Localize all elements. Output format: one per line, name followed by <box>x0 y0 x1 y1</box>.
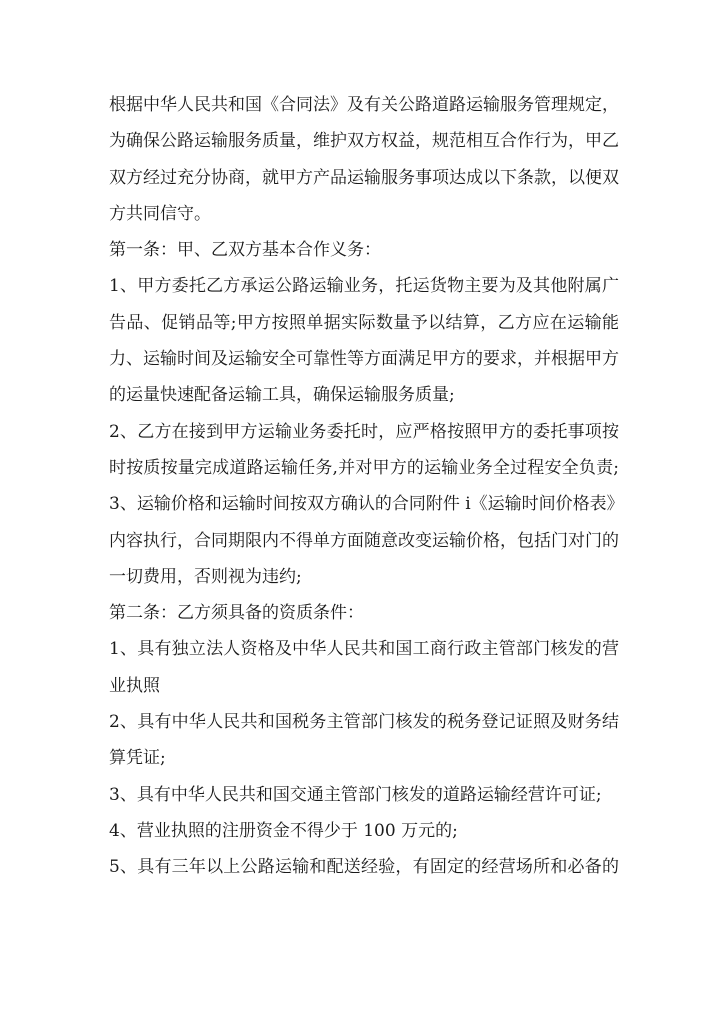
text-line-6: 1、甲方委托乙方承运公路运输业务，托运货物主要为及其他附属广 <box>109 276 619 297</box>
article-1-heading: 第一条：甲、乙双方基本合作义务： <box>109 240 381 261</box>
text-line-10: 2、乙方在接到甲方运输业务委托时，应严格按照甲方的委托事项按 <box>109 421 619 442</box>
text-line-18: 2、具有中华人民共和国税务主管部门核发的税务登记证照及财务结 <box>109 712 619 733</box>
text-line-20: 3、具有中华人民共和国交通主管部门核发的道路运输经营许可证; <box>109 784 602 805</box>
text-line-8: 力、运输时间及运输安全可靠性等方面满足甲方的要求，并根据甲方 <box>109 349 619 370</box>
text-line-2: 为确保公路运输服务质量，维护双方权益，规范相互合作行为，甲乙 <box>109 131 619 152</box>
text-line-16: 1、具有独立法人资格及中华人民共和国工商行政主管部门核发的营 <box>109 639 619 660</box>
text-line-17: 业执照 <box>109 675 160 696</box>
text-line-12: 3、运输价格和运输时间按双方确认的合同附件 i《运输时间价格表》 <box>109 494 624 515</box>
text-line-11: 时按质按量完成道路运输任务,并对甲方的运输业务全过程安全负责; <box>109 457 619 478</box>
text-line-9: 的运量快速配备运输工具，确保运输服务质量; <box>109 385 455 406</box>
text-line-1: 根据中华人民共和国《合同法》及有关公路道路运输服务管理规定， <box>109 95 619 115</box>
text-line-22: 5、具有三年以上公路运输和配送经验，有固定的经营场所和必备的 <box>109 857 619 878</box>
text-line-14: 一切费用，否则视为违约; <box>109 566 302 587</box>
text-line-21: 4、营业执照的注册资金不得少于 100 万元的; <box>109 820 458 841</box>
text-line-13: 内容执行，合同期限内不得单方面随意改变运输价格，包括门对门的 <box>109 530 619 551</box>
text-line-19: 算凭证; <box>109 748 166 769</box>
text-line-3: 双方经过充分协商，就甲方产品运输服务事项达成以下条款，以便双 <box>109 167 619 188</box>
text-line-4: 方共同信守。 <box>109 203 211 224</box>
contract-body <box>109 87 624 886</box>
text-line-7: 告品、促销品等;甲方按照单据实际数量予以结算，乙方应在运输能 <box>109 312 619 333</box>
article-2-heading: 第二条：乙方须具备的资质条件： <box>109 603 364 624</box>
